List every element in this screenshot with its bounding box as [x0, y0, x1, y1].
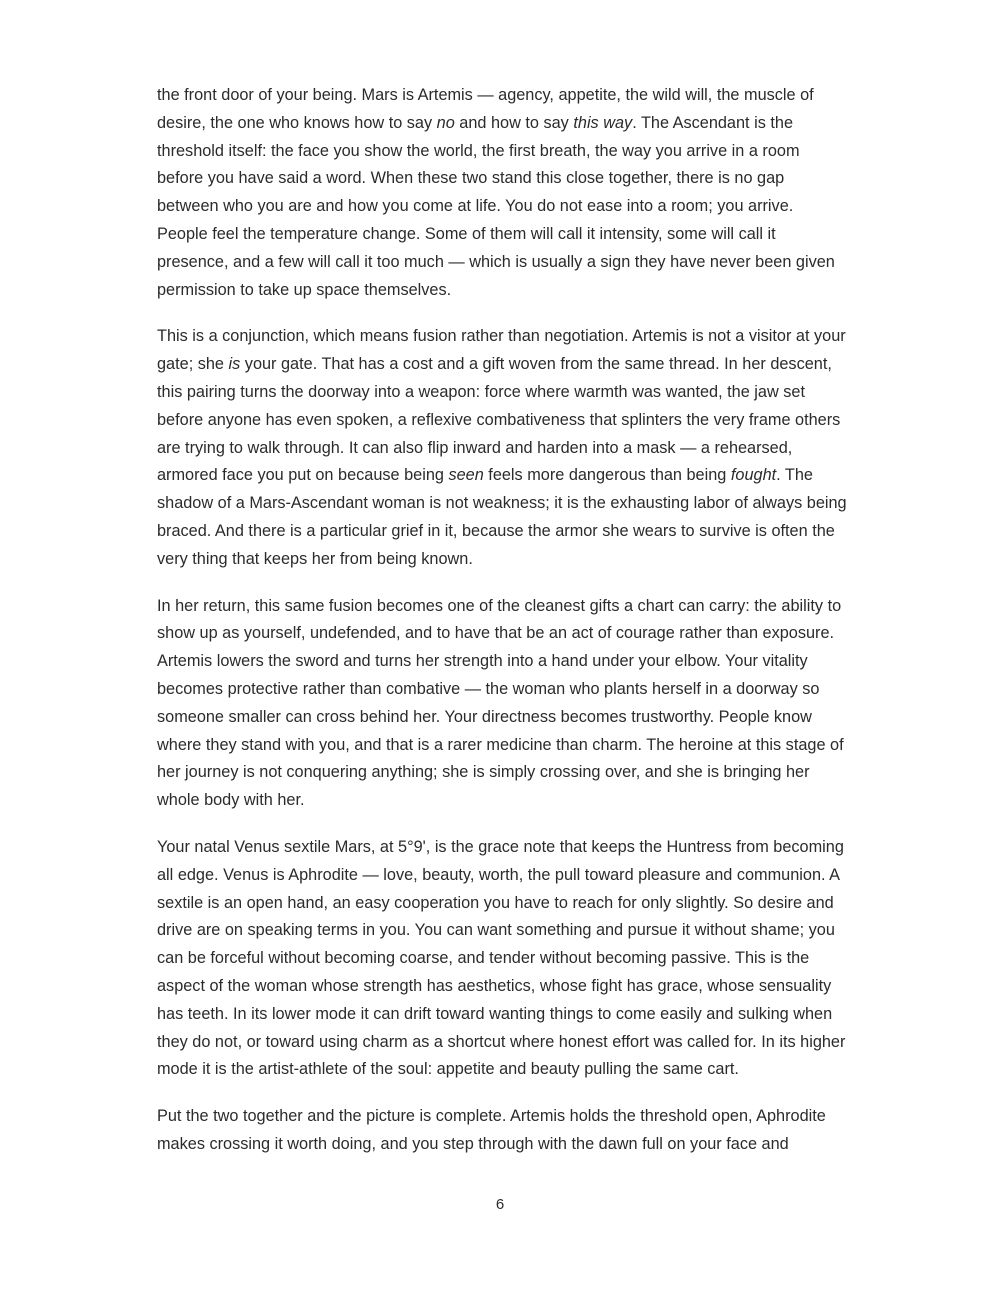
- paragraph-2: This is a conjunction, which means fusion rather than negotiation. Artemis is not a visitor at your gate; she is your gate. That has a cost and a gift woven from the same thread. In her descent, this pairing turns the doorway into a weapon: force where warmth was wanted, the jaw set before anyone has even spoken, a reflexive combativeness that splinters the very frame others are trying to walk through. It can also flip inward and harden into a mask — a rehearsed, armored face you put on because being seen feels more dangerous than being fought. The shadow of a Mars-Ascendant woman is not weakness; it is the exhausting labor of always being braced. And there is a particular grief in it, because the armor she wears to survive is often the very thing that keeps her from being known.: [157, 327, 847, 568]
- paragraph-5: Put the two together and the picture is complete. Artemis holds the threshold open, Aphrodite makes crossing it worth doing, and you step through with the dawn full on your face and: [157, 1107, 826, 1153]
- page-number: 6: [495, 1196, 505, 1213]
- paragraph-3: In her return, this same fusion becomes one of the cleanest gifts a chart can carry: the ability to show up as yourself, undefended, and to have that be an act of courage rather than exposure. Artemis lowers the sword and turns her strength into a hand under your elbow. Your vitality becomes protective rather than combative — the woman who plants herself in a doorway so someone smaller can cross behind her. Your directness becomes trustworthy. People know where they stand with you, and that is a rarer medicine than charm. The heroine at this stage of her journey is not conquering anything; she is simply crossing over, and she is bringing her whole body with her.: [157, 596, 844, 810]
- emphasis-text: fought: [730, 466, 777, 485]
- emphasis-text: no: [436, 113, 455, 132]
- paragraph-1: the front door of your being. Mars is Artemis — agency, appetite, the wild will, the muscle of desire, the one who knows how to say no and how to say this way. The Ascendant is the threshold itself: the face you show the world, the first breath, the way you arrive in a room before you have said a word. When these two stand this close together, there is no gap between who you are and how you come at life. You do not ease into a room; you arrive. People feel the temperature change. Some of them will call it intensity, some will call it presence, and a few will call it too much — which is usually a sign they have never been given permission to take up space themselves.: [157, 86, 835, 299]
- emphasis-text: this way: [573, 113, 633, 132]
- emphasis-text: seen: [448, 466, 484, 485]
- emphasis-text: is: [228, 355, 241, 374]
- page-body: [157, 82, 847, 1178]
- paragraph-4: Your natal Venus sextile Mars, at 5°9', is the grace note that keeps the Huntress from becoming all edge. Venus is Aphrodite — love, beauty, worth, the pull toward pleasure and communion. A sextile is an open hand, an easy cooperation you have to reach for only slightly. So desire and drive are on speaking terms in you. You can want something and pursue it without shame; you can be forceful without becoming coarse, and tender without becoming passive. This is the aspect of the woman whose strength has aesthetics, whose fight has grace, whose sensuality has teeth. In its lower mode it can drift toward wanting things to come easily and sulking when they do not, or toward using charm as a shortcut where honest effort was called for. In its higher mode it is the artist-athlete of the soul: appetite and beauty pulling the same cart.: [157, 837, 846, 1079]
